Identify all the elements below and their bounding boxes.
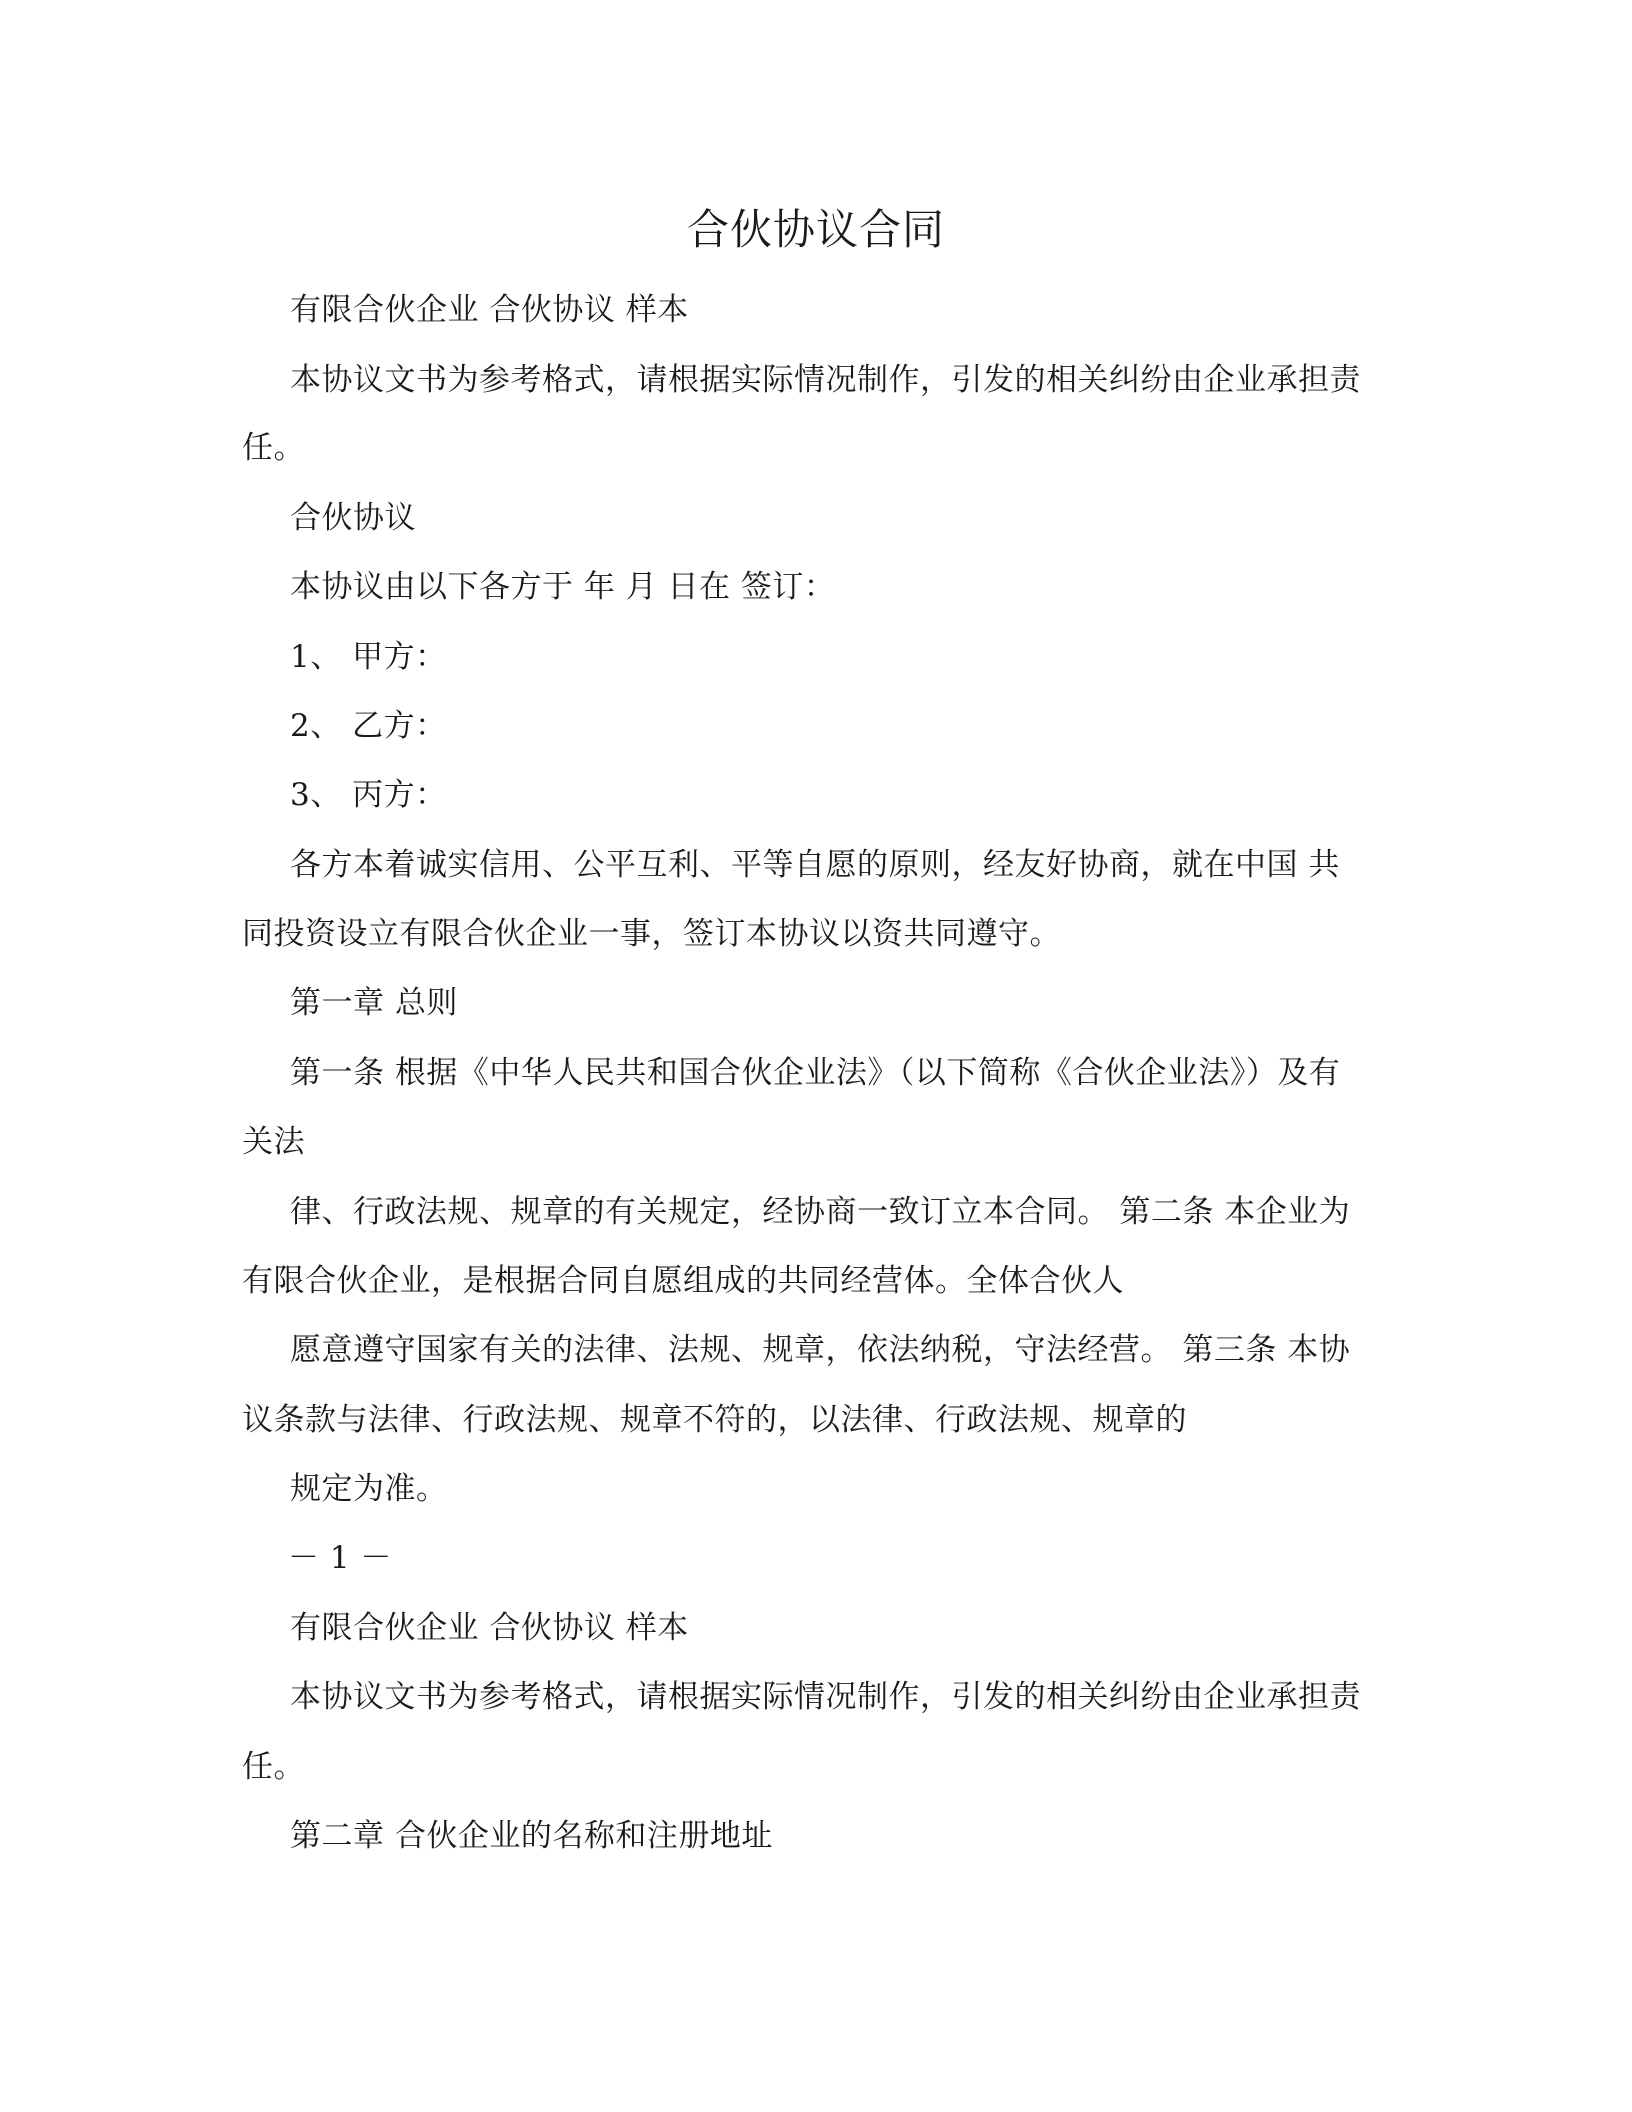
party-c-line: 3、 丙方：: [290, 777, 447, 813]
document-title: 合伙协议合同: [686, 205, 945, 254]
article-line-cont: 议条款与法律、行政法规、规章不符的，以法律、行政法规、规章的: [242, 1402, 1187, 1438]
body-paragraph-line: 同投资设立有限合伙企业一事，签订本协议以资共同遵守。: [242, 916, 1061, 952]
article-line-end: 规定为准。: [290, 1471, 448, 1507]
article-line: 律、行政法规、规章的有关规定，经协商一致订立本合同。 第二条 本企业为: [290, 1194, 1351, 1230]
party-b-line: 2、 乙方：: [290, 708, 447, 744]
disclaimer-line: 本协议文书为参考格式，请根据实际情况制作，引发的相关纠纷由企业承担责: [290, 1679, 1361, 1715]
page-number: － 1 －: [288, 1540, 392, 1576]
disclaimer-line-cont: 任。: [242, 430, 305, 466]
article-line-cont: 有限合伙企业，是根据合同自愿组成的共同经营体。全体合伙人: [242, 1263, 1124, 1299]
signing-line: 本协议由以下各方于 年 月 日在 签订：: [290, 569, 836, 605]
sample-header-line: 有限合伙企业 合伙协议 样本: [290, 1610, 689, 1646]
article-line: 愿意遵守国家有关的法律、法规、规章，依法纳税，守法经营。 第三条 本协: [290, 1332, 1351, 1368]
disclaimer-line-cont: 任。: [242, 1749, 305, 1785]
disclaimer-line: 本协议文书为参考格式，请根据实际情况制作，引发的相关纠纷由企业承担责: [290, 362, 1361, 398]
article-line-cont: 关法: [242, 1124, 305, 1160]
party-a-line: 1、 甲方：: [290, 639, 447, 675]
body-paragraph-line: 各方本着诚实信用、公平互利、平等自愿的原则，经友好协商，就在中国 共: [290, 847, 1340, 883]
sample-header-line: 有限合伙企业 合伙协议 样本: [290, 292, 689, 328]
article-line: 第一条 根据《中华人民共和国合伙企业法》（以下简称《合伙企业法》）及有: [290, 1055, 1341, 1091]
chapter-heading: 第一章 总则: [290, 985, 458, 1021]
chapter-heading: 第二章 合伙企业的名称和注册地址: [290, 1818, 773, 1854]
section-heading: 合伙协议: [290, 500, 416, 536]
